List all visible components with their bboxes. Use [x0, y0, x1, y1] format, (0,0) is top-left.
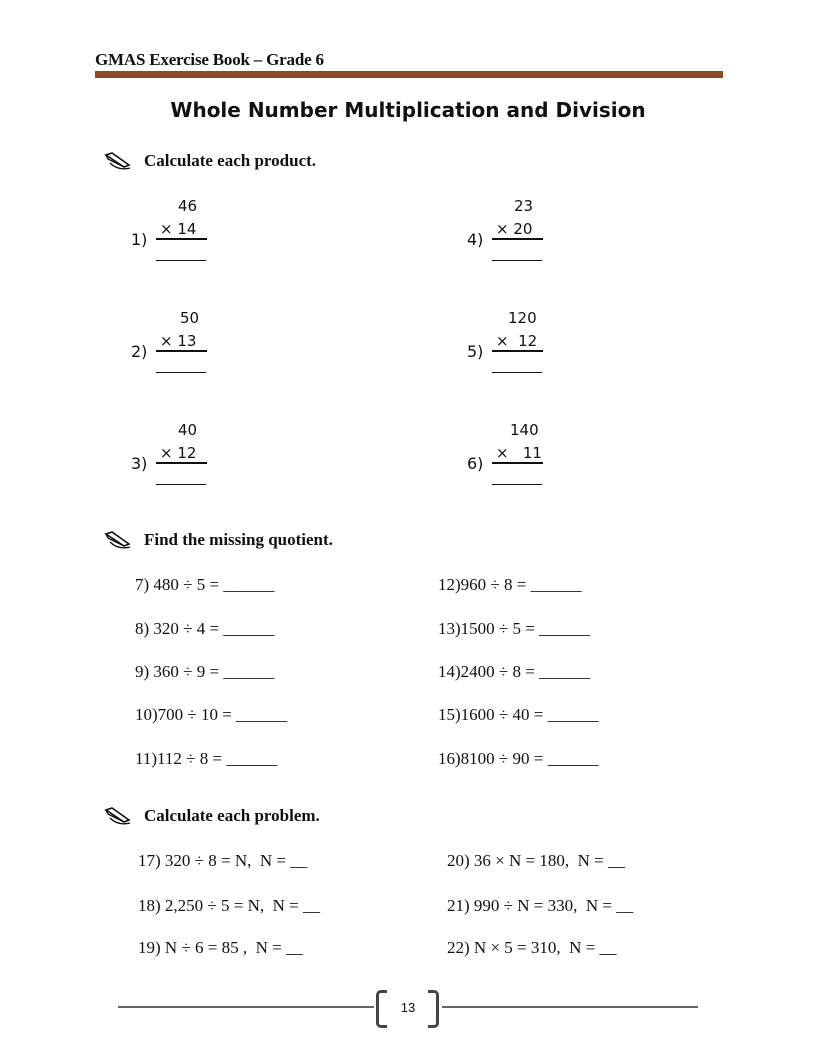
section2-heading-text: Find the missing quotient. — [144, 530, 333, 549]
quotient-problem-16: 16)8100 ÷ 90 = ______ — [438, 749, 599, 768]
product-rule — [492, 462, 543, 464]
product-rule — [156, 238, 207, 240]
problem-number: 1) — [131, 230, 148, 249]
quotient-problem-13: 13)1500 ÷ 5 = ______ — [438, 619, 591, 638]
problem-19: 19) N ÷ 6 = 85 , N = __ — [138, 938, 303, 957]
problem-number: 3) — [131, 454, 148, 473]
answer-blank — [492, 484, 542, 485]
problem-number: 4) — [467, 230, 484, 249]
product-rule — [492, 238, 543, 240]
quotient-problem-8: 8) 320 ÷ 4 = ______ — [135, 619, 275, 638]
problem-18: 18) 2,250 ÷ 5 = N, N = __ — [138, 896, 320, 915]
product-rule — [156, 350, 207, 352]
page-title: Whole Number Multiplication and Division — [170, 98, 646, 122]
pencil-icon — [104, 151, 132, 171]
answer-blank — [492, 260, 542, 261]
footer-rule-left — [118, 1006, 374, 1008]
section3-heading-text: Calculate each problem. — [144, 806, 320, 825]
quotient-problem-10: 10)700 ÷ 10 = ______ — [135, 705, 288, 724]
footer-bracket-right — [428, 990, 439, 1028]
product-rule — [492, 350, 543, 352]
quotient-problem-14: 14)2400 ÷ 8 = ______ — [438, 662, 591, 681]
problem-21: 21) 990 ÷ N = 330, N = __ — [447, 896, 634, 915]
multiplicand: 46 — [178, 197, 198, 215]
multiplier: × 20 — [496, 220, 533, 238]
section1-heading-text: Calculate each product. — [144, 151, 317, 170]
quotient-problem-9: 9) 360 ÷ 9 = ______ — [135, 662, 275, 681]
answer-blank — [156, 484, 206, 485]
footer-rule-right — [442, 1006, 698, 1008]
pencil-icon — [104, 530, 132, 550]
multiplier: × 11 — [496, 444, 542, 462]
problem-number: 2) — [131, 342, 148, 361]
problem-22: 22) N × 5 = 310, N = __ — [447, 938, 617, 957]
multiplicand: 50 — [180, 309, 200, 327]
problem-number: 5) — [467, 342, 484, 361]
multiplicand: 40 — [178, 421, 198, 439]
multiplicand: 23 — [514, 197, 534, 215]
footer-bracket-left — [376, 990, 387, 1028]
section1-heading — [104, 151, 316, 171]
answer-blank — [492, 372, 542, 373]
header-rule — [95, 71, 723, 78]
section3-heading — [104, 806, 320, 826]
quotient-problem-12: 12)960 ÷ 8 = ______ — [438, 575, 582, 594]
multiplicand: 120 — [508, 309, 537, 327]
product-rule — [156, 462, 207, 464]
problem-20: 20) 36 × N = 180, N = __ — [447, 851, 625, 870]
quotient-problem-11: 11)112 ÷ 8 = ______ — [135, 749, 278, 768]
pencil-icon — [104, 806, 132, 826]
multiplier: × 13 — [160, 332, 197, 350]
answer-blank — [156, 260, 206, 261]
answer-blank — [156, 372, 206, 373]
header-title: GMAS Exercise Book – Grade 6 — [95, 50, 324, 69]
page-number: 13 — [400, 1000, 416, 1015]
quotient-problem-15: 15)1600 ÷ 40 = ______ — [438, 705, 599, 724]
multiplier: × 12 — [496, 332, 538, 350]
multiplier: × 14 — [160, 220, 197, 238]
problem-number: 6) — [467, 454, 484, 473]
quotient-problem-7: 7) 480 ÷ 5 = ______ — [135, 575, 275, 594]
multiplier: × 12 — [160, 444, 197, 462]
problem-17: 17) 320 ÷ 8 = N, N = __ — [138, 851, 308, 870]
section2-heading — [104, 530, 333, 550]
multiplicand: 140 — [510, 421, 539, 439]
